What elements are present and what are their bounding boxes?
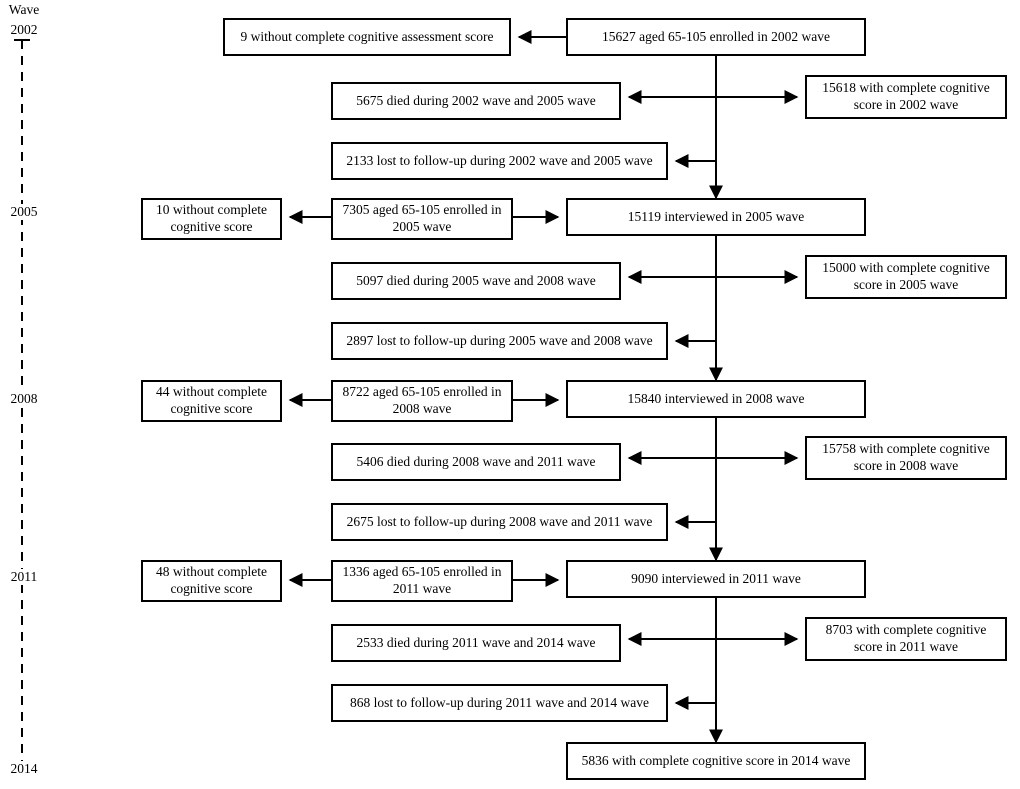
node-died-2005-2008: 5097 died during 2005 wave and 2008 wave (331, 262, 621, 300)
node-complete-2002: 15618 with complete cognitive score in 2002 wave (805, 75, 1007, 119)
node-died-2011-2014: 2533 died during 2011 wave and 2014 wave (331, 624, 621, 662)
node-enrolled-2005: 7305 aged 65-105 enrolled in 2005 wave (331, 198, 513, 240)
timeline-tick-2002: 2002 (0, 22, 48, 38)
node-complete-2005: 15000 with complete cognitive score in 2005 wave (805, 255, 1007, 299)
timeline-tick-2005: 2005 (0, 204, 48, 220)
node-lost-2005-2008: 2897 lost to follow-up during 2005 wave and 2008 wave (331, 322, 668, 360)
node-interviewed-2005: 15119 interviewed in 2005 wave (566, 198, 866, 236)
node-complete-2008: 15758 with complete cognitive score in 2008 wave (805, 436, 1007, 480)
timeline-tick-2011: 2011 (0, 569, 48, 585)
node-lost-2002-2005: 2133 lost to follow-up during 2002 wave and 2005 wave (331, 142, 668, 180)
node-died-2002-2005: 5675 died during 2002 wave and 2005 wave (331, 82, 621, 120)
timeline-header: Wave (0, 2, 48, 18)
node-enrolled-2011: 1336 aged 65-105 enrolled in 2011 wave (331, 560, 513, 602)
timeline-tick-2008: 2008 (0, 391, 48, 407)
node-excluded-2002: 9 without complete cognitive assessment score (223, 18, 511, 56)
node-excluded-2005: 10 without complete cognitive score (141, 198, 282, 240)
node-enrolled-2008: 8722 aged 65-105 enrolled in 2008 wave (331, 380, 513, 422)
node-interviewed-2008: 15840 interviewed in 2008 wave (566, 380, 866, 418)
node-died-2008-2011: 5406 died during 2008 wave and 2011 wave (331, 443, 621, 481)
node-interviewed-2011: 9090 interviewed in 2011 wave (566, 560, 866, 598)
timeline-tick-2014: 2014 (0, 761, 48, 777)
node-lost-2008-2011: 2675 lost to follow-up during 2008 wave and 2011 wave (331, 503, 668, 541)
node-excluded-2008: 44 without complete cognitive score (141, 380, 282, 422)
node-excluded-2011: 48 without complete cognitive score (141, 560, 282, 602)
node-lost-2011-2014: 868 lost to follow-up during 2011 wave and 2014 wave (331, 684, 668, 722)
node-enrolled-2002: 15627 aged 65-105 enrolled in 2002 wave (566, 18, 866, 56)
node-complete-2014: 5836 with complete cognitive score in 2014 wave (566, 742, 866, 780)
node-complete-2011: 8703 with complete cognitive score in 2011 wave (805, 617, 1007, 661)
